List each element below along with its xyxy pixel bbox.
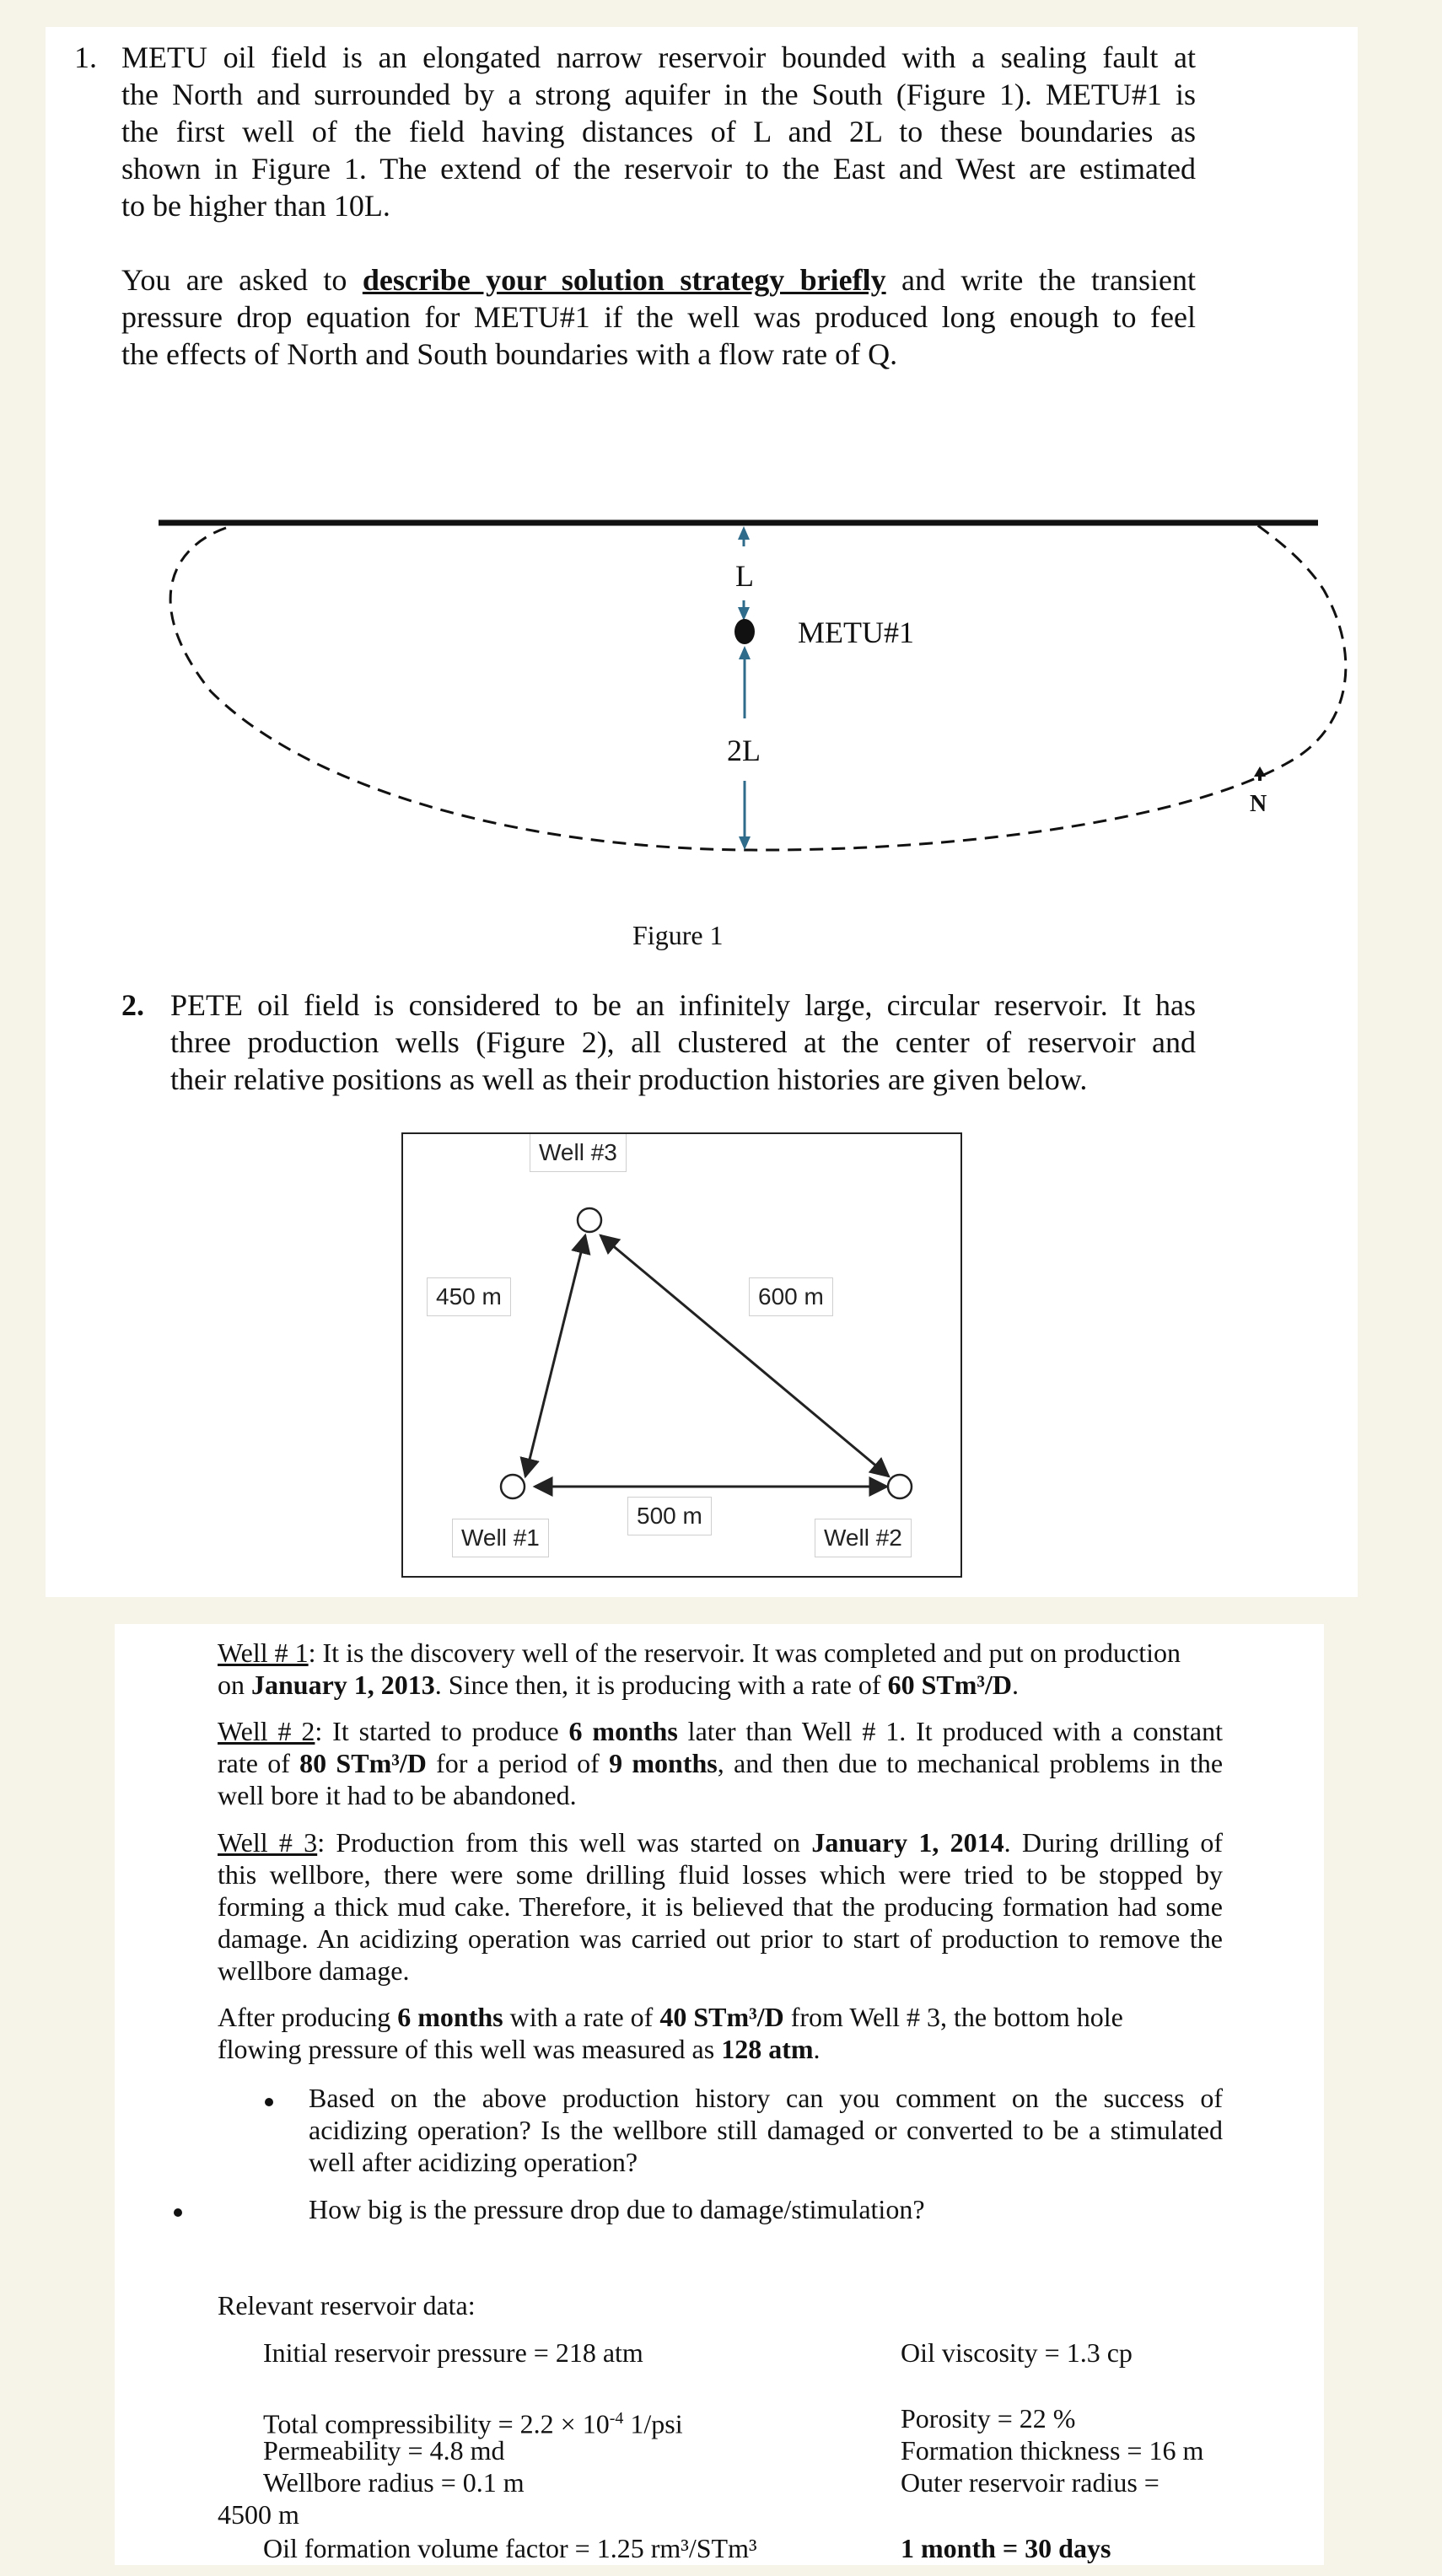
well-3-history-line	[218, 1826, 1223, 1858]
figure-1-diagram	[0, 0, 1442, 944]
question-1-line: the first well of the field having distances of L and 2L to these boundaries as	[121, 115, 1196, 148]
well-2-history-line: well bore it had to be abandoned.	[218, 1780, 577, 1810]
compressibility-text: Total compressibility = 2.2 × 10	[263, 2408, 610, 2439]
initial-pressure: Initial reservoir pressure = 218 atm	[263, 2337, 643, 2368]
well-2-icon	[888, 1475, 912, 1498]
distance-arrow-1-3	[525, 1235, 585, 1476]
well-1-text: . Since then, it is producing with a rate of	[434, 1670, 888, 1700]
task-text: You are asked to	[121, 263, 363, 297]
well-3-icon	[578, 1208, 601, 1232]
arrow-down-icon	[738, 607, 750, 621]
well-2-title: Well # 2	[218, 1716, 315, 1746]
arrow-up-icon	[739, 646, 751, 659]
well-1-history-line	[218, 1637, 1181, 1669]
well-2-text: for a period of	[426, 1748, 610, 1778]
measurement-text: flowing pressure of this well was measured as	[218, 2034, 722, 2064]
well-1-icon	[501, 1475, 525, 1498]
question-2-line: PETE oil field is considered to be an infinitely large, circular reservoir. It has	[170, 988, 1196, 1022]
figure-1-caption: Figure 1	[632, 920, 724, 950]
well-1-title: Well # 1	[218, 1638, 309, 1668]
formation-thickness: Formation thickness = 16 m	[901, 2435, 1204, 2466]
measurement-line	[218, 2001, 1123, 2033]
well-2-history-line	[218, 1715, 1223, 1747]
distance-arrow-2-3	[600, 1235, 889, 1476]
well-1-text: .	[1011, 1670, 1019, 1700]
well-3-history-line: forming a thick mud cake. Therefore, it is believed that the producing formation had some	[218, 1891, 1223, 1922]
aquifer-boundary	[170, 524, 1346, 850]
well-3-text: . During drilling of	[1003, 1827, 1224, 1858]
measurement-duration: 6 months	[397, 2002, 503, 2032]
question-bullet-line: well after acidizing operation?	[309, 2147, 638, 2177]
data-heading: Relevant reservoir data:	[218, 2290, 476, 2321]
outer-radius-value: 4500 m	[218, 2499, 299, 2530]
well-1-text: : It is the discovery well of the reservoir. It was completed and put on production	[308, 1638, 1181, 1668]
measurement-text: with a rate of	[503, 2002, 660, 2032]
distance-1-3-label: 450 m	[427, 1277, 511, 1316]
well-1-start-date: January 1, 2013	[251, 1670, 435, 1700]
bullet-icon	[265, 2098, 273, 2106]
well-3-history-line: wellbore damage.	[218, 1955, 410, 1986]
well-3-title: Well # 3	[218, 1827, 318, 1858]
distance-2-3-label: 600 m	[749, 1277, 833, 1316]
question-2-line: three production wells (Figure 2), all clustered at the center of reservoir and	[170, 1025, 1196, 1059]
figure-2-box	[401, 1132, 962, 1578]
task-emphasis: describe your solution strategy briefly	[362, 263, 886, 297]
measurement-line	[218, 2033, 821, 2065]
well-3-history-line: this wellbore, there were some drilling fluid losses which were tried to be stopped by	[218, 1859, 1223, 1890]
question-1-line: METU oil field is an elongated narrow reservoir bounded with a sealing fault at	[121, 40, 1196, 74]
measurement-text: After producing	[218, 2002, 398, 2032]
measured-pressure: 128 atm	[721, 2034, 814, 2064]
well-2-text: , and then due to mechanical problems in the	[717, 1748, 1224, 1778]
compressibility-unit: 1/psi	[623, 2408, 683, 2439]
wellbore-radius: Wellbore radius = 0.1 m	[263, 2467, 525, 2498]
well-3-text: : Production from this well was started on	[317, 1827, 812, 1858]
bullet-icon	[174, 2208, 182, 2217]
oil-viscosity: Oil viscosity = 1.3 cp	[901, 2337, 1133, 2368]
question-1-number: 1.	[74, 40, 97, 74]
well-label-metu1: METU#1	[798, 616, 914, 649]
well-1-history-line	[218, 1669, 1019, 1701]
well-2-duration: 9 months	[609, 1748, 718, 1778]
question-1-task-line: the effects of North and South boundaries with a flow rate of Q.	[121, 337, 898, 371]
task-text: and write the transient	[885, 263, 1197, 297]
month-definition: 1 month = 30 days	[901, 2533, 1111, 2563]
well-2-label: Well #2	[815, 1519, 912, 1557]
measurement-rate: 40 STm³/D	[659, 2002, 784, 2032]
well-1-text: on	[218, 1670, 251, 1700]
well-2-history-line	[218, 1747, 1223, 1779]
porosity: Porosity = 22 %	[901, 2403, 1076, 2433]
question-bullet-line: Based on the above production history can you comment on the success of	[309, 2083, 1223, 2113]
well-3-start-date: January 1, 2014	[811, 1827, 1004, 1858]
question-2-line: their relative positions as well as their production histories are given below.	[170, 1062, 1088, 1096]
question-1-line: to be higher than 10L.	[121, 189, 390, 223]
measurement-text: from Well # 3, the bottom hole	[783, 2002, 1123, 2032]
well-1-label: Well #1	[452, 1519, 549, 1557]
well-3-history-line: damage. An acidizing operation was carried out prior to start of production to remove the	[218, 1923, 1223, 1954]
permeability: Permeability = 4.8 md	[263, 2435, 505, 2466]
label-2L: 2L	[727, 734, 761, 767]
question-1-line: shown in Figure 1. The extend of the reservoir to the East and West are estimated	[121, 152, 1196, 186]
question-1-line: the North and surrounded by a strong aquifer in the South (Figure 1). METU#1 is	[121, 78, 1196, 111]
well-2-text: rate of	[218, 1748, 300, 1778]
well-icon	[734, 619, 755, 644]
distance-1-2-label: 500 m	[627, 1497, 712, 1535]
question-2-number: 2.	[121, 988, 144, 1022]
label-L: L	[735, 559, 754, 593]
measurement-text: .	[813, 2034, 821, 2064]
outer-radius-label: Outer reservoir radius =	[901, 2467, 1160, 2498]
well-1-rate: 60 STm³/D	[887, 1670, 1012, 1700]
well-2-delay: 6 months	[568, 1716, 678, 1746]
question-bullet-line: How big is the pressure drop due to damage/stimulation?	[309, 2194, 925, 2224]
question-bullet-line: acidizing operation? Is the wellbore still damaged or converted to be a stimulated	[309, 2115, 1223, 2145]
well-3-label: Well #3	[530, 1134, 627, 1172]
well-2-text: : It started to produce	[315, 1716, 569, 1746]
arrow-down-icon	[739, 836, 751, 850]
well-2-rate: 80 STm³/D	[299, 1748, 427, 1778]
north-label: N	[1250, 791, 1267, 817]
well-2-text: later than Well # 1. It produced with a constant	[677, 1716, 1224, 1746]
formation-volume-factor: Oil formation volume factor = 1.25 rm³/STm³	[263, 2533, 757, 2563]
question-1-task-line: pressure drop equation for METU#1 if the well was produced long enough to feel	[121, 300, 1196, 334]
arrow-up-icon	[738, 526, 750, 540]
compressibility-exponent: -4	[609, 2409, 624, 2428]
